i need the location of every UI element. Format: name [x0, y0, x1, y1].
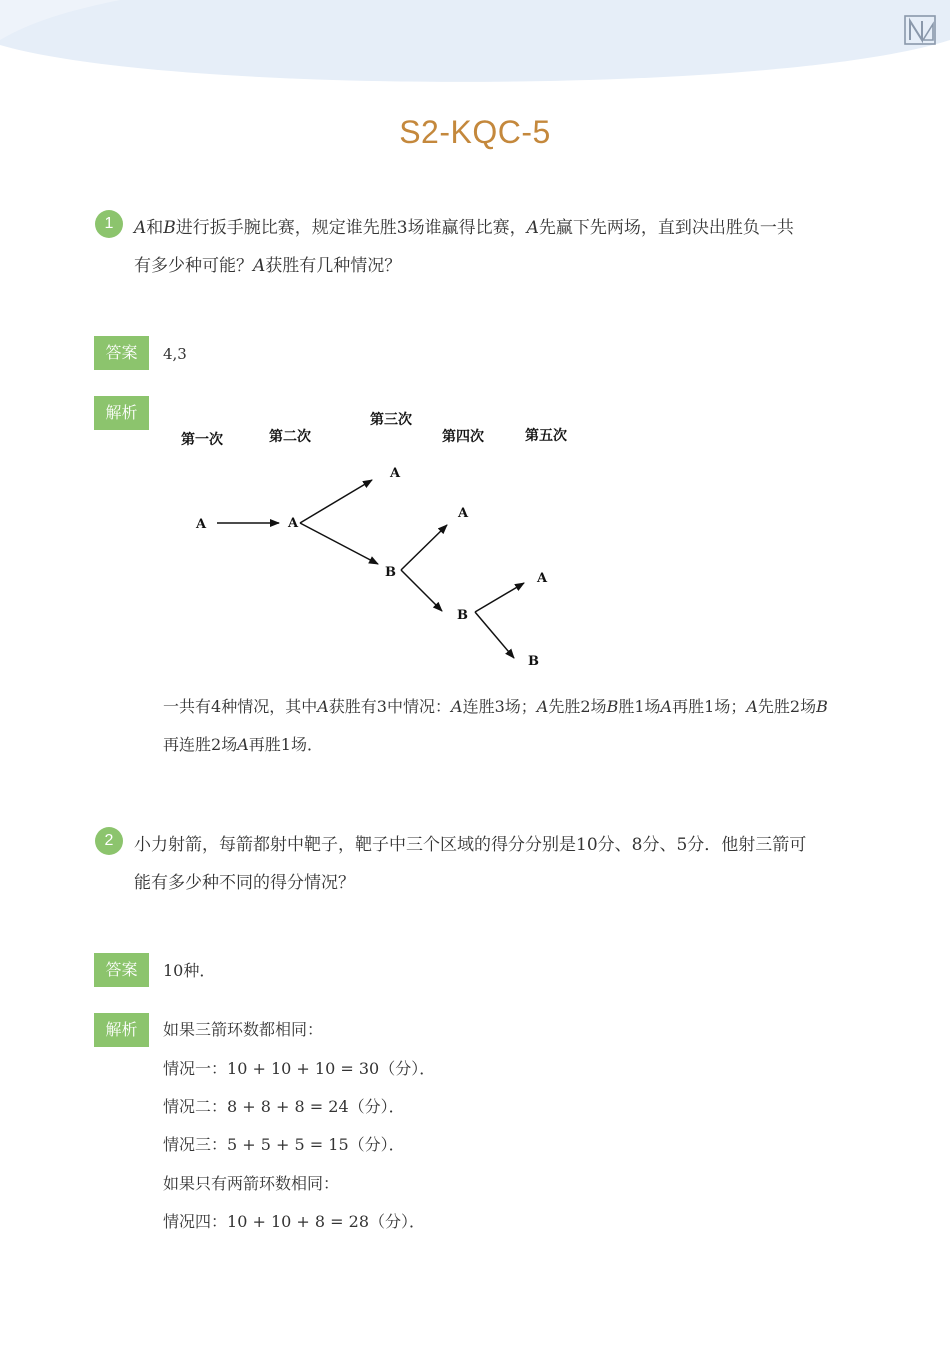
stage-label-3: 第三次 [370, 412, 412, 428]
node-s3a: A [390, 466, 401, 481]
analysis-1-line-1: 一共有4种情况，其中A获胜有3中情况：A连胜3场；A先胜2场B胜1场A再胜1场；A先胜2场B [163, 697, 828, 716]
analysis-1-line-2: 再连胜2场A再胜1场． [163, 735, 323, 754]
page-title: S2-KQC-5 [399, 114, 551, 150]
question-2-line-1: 小力射箭，每箭都射中靶子，靶子中三个区域的得分分别是10分、8分、5分．他射三箭可 [134, 835, 807, 855]
node-s4b: B [457, 608, 468, 623]
stage-label-2: 第二次 [269, 429, 311, 445]
node-s4a: A [458, 506, 469, 521]
question-number-1: 1 [95, 210, 123, 238]
analysis-2-case-3: 情况三：5 + 5 + 5 = 15（分）． [163, 1135, 405, 1154]
node-s5a: A [537, 571, 548, 586]
stage-label-5: 第五次 [525, 428, 567, 444]
question-1-line-2: 有多少种可能？A获胜有几种情况？ [134, 256, 402, 276]
answer-2-value: 10种． [163, 961, 216, 980]
node-s1: A [196, 517, 207, 532]
edge-s3b-s4a [401, 525, 447, 570]
node-s5b: B [528, 654, 539, 669]
question-1-line-1: A和B进行扳手腕比赛，规定谁先胜3场谁赢得比赛，A先赢下先两场，直到决出胜负一共 [134, 218, 794, 238]
node-s2: A [288, 516, 299, 531]
edge-s3b-s4b [401, 570, 442, 611]
answer-tag-1: 答案 [94, 336, 149, 370]
analysis-tag-1: 解析 [94, 396, 149, 430]
node-s3b: B [385, 565, 396, 580]
question-2-text [134, 826, 844, 902]
answer-1-value: 4,3 [163, 345, 187, 363]
edge-s2-s3b [300, 523, 378, 564]
answer-tag-2: 答案 [94, 953, 149, 987]
stage-label-1: 第一次 [181, 432, 223, 448]
analysis-2-intro-2: 如果只有两箭环数相同： [163, 1174, 340, 1193]
analysis-2-intro: 如果三箭环数都相同： [163, 1020, 324, 1039]
question-2-line-2: 能有多少种不同的得分情况？ [134, 873, 355, 893]
analysis-2-case-2: 情况二：8 + 8 + 8 = 24（分）． [163, 1097, 405, 1116]
analysis-2-case-4: 情况四：10 + 10 + 8 = 28（分）． [163, 1212, 426, 1231]
edge-s4b-s5b [475, 612, 514, 658]
analysis-tag-2: 解析 [94, 1013, 149, 1047]
stage-label-4: 第四次 [442, 429, 484, 445]
question-number-2: 2 [95, 827, 123, 855]
edge-s2-s3a [300, 480, 372, 523]
edge-s4b-s5a [475, 583, 524, 612]
analysis-2-case-1: 情况一：10 + 10 + 10 = 30（分）． [163, 1059, 436, 1078]
